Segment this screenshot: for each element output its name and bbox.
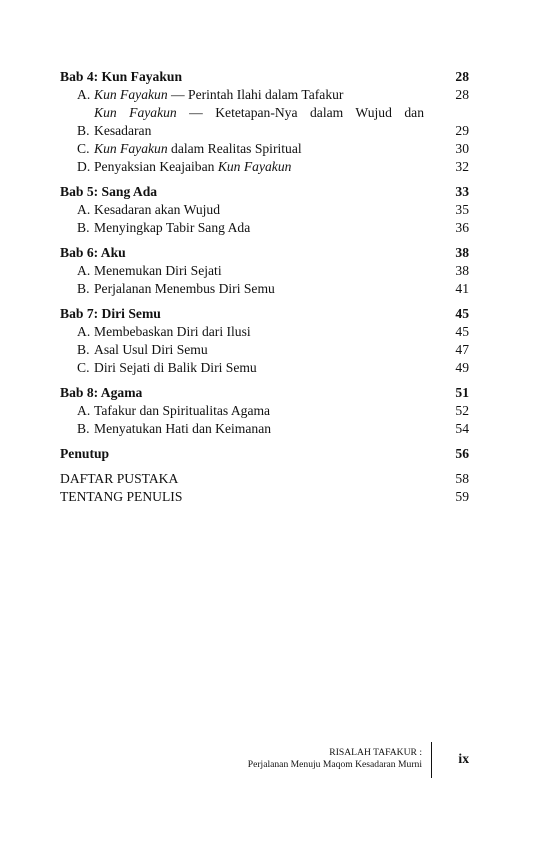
entry-title-text: dalam Realitas Spiritual <box>167 141 302 156</box>
toc-entry <box>60 104 469 140</box>
toc-entry <box>60 402 469 420</box>
entry-letter: C. <box>77 141 90 156</box>
entry-title-italic: Kun Fayakun <box>217 159 292 174</box>
footer-divider <box>431 742 432 778</box>
back-matter-page: 58 <box>455 471 469 486</box>
toc-chapter <box>60 305 469 377</box>
toc-chapter <box>60 68 469 176</box>
entry-title-text: Perjalanan Menembus Diri Semu <box>94 281 275 296</box>
entry-title <box>94 280 424 298</box>
toc-entry <box>60 262 469 280</box>
toc-entry <box>60 359 469 377</box>
back-matter-item <box>60 488 469 506</box>
entry-title <box>94 323 424 341</box>
chapter-list <box>60 68 469 463</box>
chapter-heading <box>60 445 469 463</box>
entry-page: 38 <box>455 263 469 278</box>
entry-title-italic: Kun Fayakun <box>94 141 168 156</box>
entry-letter: A. <box>77 87 91 102</box>
entry-title <box>94 341 424 359</box>
entry-title-text: Kesadaran akan Wujud <box>94 202 221 217</box>
chapter-heading <box>60 183 469 201</box>
chapter-page: 56 <box>455 446 469 461</box>
toc-chapter <box>60 244 469 298</box>
back-matter-item <box>60 470 469 488</box>
page-footer <box>200 742 469 778</box>
chapter-page: 45 <box>455 306 469 321</box>
entry-letter: B. <box>77 281 90 296</box>
chapter-page: 38 <box>455 245 469 260</box>
toc-chapter <box>60 445 469 463</box>
running-title-main: RISALAH TAFAKUR : <box>329 747 422 758</box>
table-of-contents <box>60 68 469 506</box>
toc-entry <box>60 341 469 359</box>
entry-page: 52 <box>455 403 469 418</box>
entry-title-text: Menemukan Diri Sejati <box>94 263 222 278</box>
back-matter-title: DAFTAR PUSTAKA <box>60 471 179 486</box>
entry-title <box>94 262 424 280</box>
toc-entry <box>60 201 469 219</box>
entry-letter: B. <box>77 421 90 436</box>
toc-entry <box>60 323 469 341</box>
back-matter-page: 59 <box>455 489 469 504</box>
toc-entry <box>60 158 469 176</box>
entry-letter: B. <box>77 123 90 138</box>
entry-title-italic: Kun Fayakun <box>94 105 177 120</box>
toc-entry <box>60 140 469 158</box>
entry-title-text: Tafakur dan Spiritualitas Agama <box>94 403 271 418</box>
chapter-title: Penutup <box>60 446 110 461</box>
entry-page: 35 <box>455 202 469 217</box>
running-title-subtitle: Perjalanan Menuju Maqom Kesadaran Murni <box>247 759 422 770</box>
entry-title <box>94 158 424 176</box>
back-matter-list <box>60 470 469 506</box>
entry-page: 36 <box>455 220 469 235</box>
running-title <box>248 747 422 771</box>
entry-title <box>94 86 424 104</box>
entry-letter: A. <box>77 403 91 418</box>
entry-letter: B. <box>77 220 90 235</box>
back-matter-title: TENTANG PENULIS <box>60 489 183 504</box>
toc-entry <box>60 420 469 438</box>
toc-entry <box>60 86 469 104</box>
chapter-heading <box>60 305 469 323</box>
chapter-title: Bab 7: Diri Semu <box>60 306 161 321</box>
toc-chapter <box>60 384 469 438</box>
entry-title-text: Diri Sejati di Balik Diri Semu <box>94 360 257 375</box>
entry-page: 41 <box>455 281 469 296</box>
chapter-heading <box>60 68 469 86</box>
entry-title-text: Menyingkap Tabir Sang Ada <box>94 220 251 235</box>
chapter-heading <box>60 384 469 402</box>
entry-title-text: Menyatukan Hati dan Keimanan <box>94 421 272 436</box>
entry-page: 29 <box>455 123 469 138</box>
entry-title <box>94 219 424 237</box>
entry-letter: B. <box>77 342 90 357</box>
entry-letter: A. <box>77 263 91 278</box>
chapter-page: 33 <box>455 184 469 199</box>
entry-title <box>94 402 424 420</box>
entry-letter: A. <box>77 202 91 217</box>
toc-chapter <box>60 183 469 237</box>
entry-page: 45 <box>455 324 469 339</box>
chapter-title: Bab 4: Kun Fayakun <box>60 69 183 84</box>
page-number: ix <box>458 751 469 766</box>
entry-letter: D. <box>77 159 91 174</box>
entry-letter: A. <box>77 324 91 339</box>
entry-page: 32 <box>455 159 469 174</box>
chapter-title: Bab 5: Sang Ada <box>60 184 158 199</box>
chapter-title: Bab 8: Agama <box>60 385 143 400</box>
chapter-page: 28 <box>455 69 469 84</box>
entry-title-text: Penyaksian Keajaiban <box>94 159 218 174</box>
toc-entry <box>60 280 469 298</box>
entry-title <box>94 104 424 140</box>
entry-page: 28 <box>455 87 469 102</box>
entry-page: 49 <box>455 360 469 375</box>
entry-title <box>94 140 424 158</box>
entry-page: 54 <box>455 421 469 436</box>
entry-title <box>94 359 424 377</box>
entry-letter: C. <box>77 360 90 375</box>
chapter-page: 51 <box>455 385 469 400</box>
entry-title-text: — Perintah Ilahi dalam Tafakur <box>167 87 344 102</box>
entry-title-text: Asal Usul Diri Semu <box>94 342 208 357</box>
entry-title-text: Membebaskan Diri dari Ilusi <box>94 324 251 339</box>
entry-title <box>94 420 424 438</box>
entry-title-italic: Kun Fayakun <box>94 87 168 102</box>
toc-entry <box>60 219 469 237</box>
chapter-title: Bab 6: Aku <box>60 245 126 260</box>
chapter-heading <box>60 244 469 262</box>
entry-page: 47 <box>455 342 469 357</box>
entry-title <box>94 201 424 219</box>
entry-page: 30 <box>455 141 469 156</box>
entry-title-text: — Ketetapan-Nya dalam Wujud dan Kesadaran <box>94 105 424 138</box>
